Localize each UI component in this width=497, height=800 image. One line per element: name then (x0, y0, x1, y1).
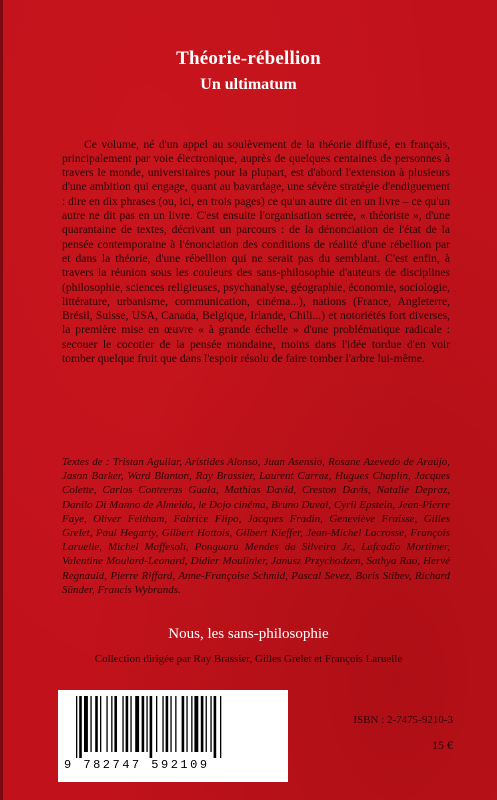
barcode-bar (76, 696, 77, 758)
barcode-bar (162, 696, 163, 752)
barcode-number: 9 782747 592109 (64, 758, 210, 772)
barcode-bar (210, 696, 211, 752)
barcode-bar (122, 696, 123, 752)
barcode-bar (201, 696, 204, 752)
barcode-bar (106, 696, 107, 752)
barcode-bars (74, 696, 274, 758)
barcode-bar (156, 696, 157, 752)
series-name: Nous, les sans-philosophie (168, 626, 329, 642)
barcode-bar (194, 696, 198, 752)
barcode-bar (182, 696, 185, 752)
barcode-bar (191, 696, 192, 752)
barcode-bar (220, 696, 221, 758)
cover-spine-edge (0, 0, 3, 800)
book-subtitle: Un ultimatum (200, 76, 297, 93)
barcode-bar (84, 696, 88, 752)
authors-list (62, 455, 450, 597)
collection-editors: Collection dirigée par Ray Brassier, Gilles Grelet et François Laruelle (94, 653, 403, 665)
barcode-bar (214, 696, 217, 758)
barcode-bar (142, 696, 145, 752)
barcode-bar (126, 696, 129, 752)
barcode-bar (95, 696, 98, 752)
barcode-bar (150, 696, 153, 758)
barcode-bar (175, 696, 176, 752)
authors-names: Tristan Aguilar, Aristides Alonso, Juan Asensio, Rosane Azevedo de Araújo, Jason Barker, Ward Blanton, Ray Brassier, Laurent Carraz, Hugues Chaplin, Jacques Colette, Carlos Contreras Guala, Mathias David, Creston Davis, Natalie Depraz, Danilo Di Manno de Almeida, le Dojo cinéma, Bruno Duval, Cyril Epstein, Jean-Pierre Faye, Oliver Feltham, Fabrice Flipo, Jacques Fradin, Geneviève Fraisse, Gilles Grelet, Paul Hegarty, Gilbert Hottois, Gilbert Kieffer, Jean-Michel Lacrosse, François Laruelle, Michel Maffesoli, Ponguaru Mendes da Silveira Jr., Lafcadio Mortimer, Valentine Moulard-Leonard, Didier Moulinier, Janusz Przychodzen, Sathya Rao, Hervé Regnauld, Pierre Riffard, Anne-Françoise Schmid, Pascal Sevez, Boris Stibev, Richard Sünder, Francis Wybrands. (62, 456, 451, 596)
barcode-bar (130, 696, 131, 752)
barcode-bar (114, 696, 117, 752)
price-text: 15 € (432, 738, 453, 752)
barcode-bar (166, 696, 169, 752)
barcode (58, 690, 288, 782)
barcode-bar (146, 696, 147, 752)
barcode-bar (186, 696, 187, 752)
book-title: Théorie-rébellion (176, 48, 321, 69)
isbn-text: ISBN : 2-7475-9210-3 (353, 714, 453, 726)
barcode-bar (170, 696, 171, 752)
barcode-bar (135, 696, 139, 752)
barcode-bar (206, 696, 207, 752)
barcode-bar (90, 696, 91, 752)
barcode-bar (111, 696, 112, 752)
barcode-bar (79, 696, 82, 758)
blurb-paragraph: Ce volume, né d'un appel au soulèvement de la théorie diffusé, en français, principalement par voie électronique, auprès de quelques centaines de personnes à travers le monde, universitaires pour la plupart, est d'abord l'extension à plusieurs d'une ambition qui engage, quant au bavardage, une sévère stratégie d'endiguement : dire en dix phrases (ou, ici, en trois pages) ce qu'un autre dit en un livre – ce qu'un autre ne dit pas en un livre. C'est ensuite l'organisation serrée, « théoriste », d'une quarantaine de textes, décrivant un parcours : de la dénonciation de l'état de la pensée contemporaine à l'énonciation des conditions de réalité d'une rébellion par et dans la théorie, d'une rébellion qui ne serait pas du semblant. C'est enfin, à travers la réunion sous les couleurs des sans-philosophie d'auteurs de disciplines (philosophie, sciences religieuses, psychanalyse, géographie, économie, sociologie, littérature, urbanisme, communication, cinéma...), nations (France, Angleterre, Brésil, Suisse, USA, Canada, Belgique, Irlande, Chili...) et notoriétés fort diverses, la première mise en œuvre « à grande échelle » d'une problématique radicale : secouer le cocotier de la pensée mondaine, moins dans l'idée tordue d'en voir tomber quelque fruit que dans l'espoir résolu de faire tomber l'arbre lui-même. (62, 137, 450, 366)
barcode-bar (100, 696, 101, 752)
authors-label: Textes de : (62, 456, 110, 468)
